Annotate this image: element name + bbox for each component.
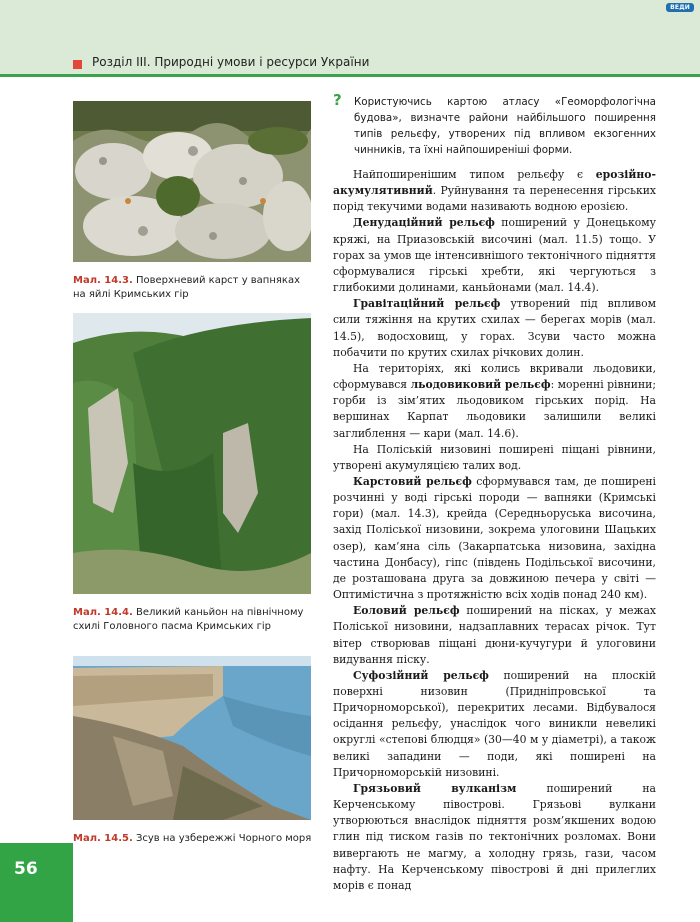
question-mark-icon: ? xyxy=(333,91,342,109)
main-text xyxy=(333,167,656,894)
header-divider xyxy=(0,74,700,77)
paragraph: Грязьовий вулканізм поширений на Керченському півострові. Грязьові вулкани утворюються внаслідок підняття розм’якшених водою глин під тиском газів по тектонічних розломах. Вони вивергають не магму, а холодну грязь, гази, часом нафту. На Керченському півострові й дні прилеглих морів є понад xyxy=(333,781,656,892)
figure-canyon-photo xyxy=(73,313,311,594)
figure-caption-text: Поверхневий карст у вапняках на яйлі Кримських гір xyxy=(73,275,300,300)
figure-label: Мал. 14.5. xyxy=(73,833,133,844)
section-marker-icon xyxy=(73,60,82,69)
figure-caption-text: Зсув на узбережжі Чорного моря xyxy=(132,833,312,844)
figure-label: Мал. 14.4. xyxy=(73,607,133,618)
figure-caption-14-4 xyxy=(73,606,313,634)
figure-landslide-photo xyxy=(73,656,311,820)
paragraph: Гравітаційний рельєф утворений під впливом сили тяжіння на крутих схилах — берегах морів (мал. 14.5), водосховищ, у горах. Зсуви часто можна побачити по крутих схилах річкових долин. xyxy=(333,297,656,359)
paragraph: Еоловий рельєф поширений на пісках, у межах Поліської низовини, надзаплавних терасах річок. Тут вітер створював піщані дюни-кучугури й улоговини видування піску. xyxy=(333,604,656,666)
left-margin xyxy=(0,77,73,843)
figure-caption-14-3 xyxy=(73,274,313,302)
section-title: Розділ ІІІ. Природні умови і ресурси України xyxy=(92,55,370,69)
paragraph: Суфозійний рельєф поширений на плоскій поверхні низовин (Придніпровської та Причорноморської), перекритих лесами. Відбувалося осідання рельєфу, унаслідок чого виникли невеликі округлі «степові блюдця» (30—40 м у діаметрі), а також великі западини — поди, які поширені на Причорноморській низовині. xyxy=(333,668,656,779)
question-text: Користуючись картою атласу «Геоморфологічна будова», визначте райони найбільшого поширення типів рельєфу, утворених під впливом екзогенних чинників, та їхні найпоширеніші форми. xyxy=(354,96,656,156)
figure-caption-text: Великий каньйон на північному схилі Головного пасма Кримських гір xyxy=(73,607,304,632)
paragraph: Найпоширенішим типом рельєфу є ерозійно-акумулятивний. Руйнування та перенесення гірських порід текучими водами називають водною ерозією. xyxy=(333,168,656,214)
paragraph: На територіях, які колись вкривали льодовики, сформувався льодовиковий рельєф: моренні рівнини; горби із зім’ятих льодовиком гірських порід. На вершинах Карпат льодовики залишили великі заглиблення — кари (мал. 14.6). xyxy=(333,361,657,440)
paragraph: Карстовий рельєф сформувався там, де поширені розчинні у воді гірські породи — вапняки (Кримські гори) (мал. 14.3), крейда (Середньоруська височина, захід Поліської низовини, зокрема улоговини Шацьких озер), кам’яна сіль (Закарпатська низовина, західна частина Донбасу), гіпс (південь Подільської височини, де розташована друга за довжиною печера у світі — Оптимістична з протяжністю всіх ходів понад 240 км). xyxy=(333,474,657,602)
figure-karst-photo xyxy=(73,101,311,262)
paragraph: Денудаційний рельєф поширений у Донецькому кряжі, на Приазовській височині (мал. 11.5) тощо. У горах за умов ще інтенсивнішого тектонічного підняття сформувалися гірські хребти, які чергуються з глибокими долинами, каньйонами (мал. 14.4). xyxy=(333,216,656,295)
figure-caption-14-5 xyxy=(73,832,313,846)
publisher-logo: ВЕДИ xyxy=(666,3,694,12)
page-number-box xyxy=(0,843,73,922)
paragraph: На Поліській низовині поширені піщані рівнини, утворені акумуляцією талих вод. xyxy=(333,442,656,472)
figure-label: Мал. 14.3. xyxy=(73,275,133,286)
page-number: 56 xyxy=(14,859,38,879)
